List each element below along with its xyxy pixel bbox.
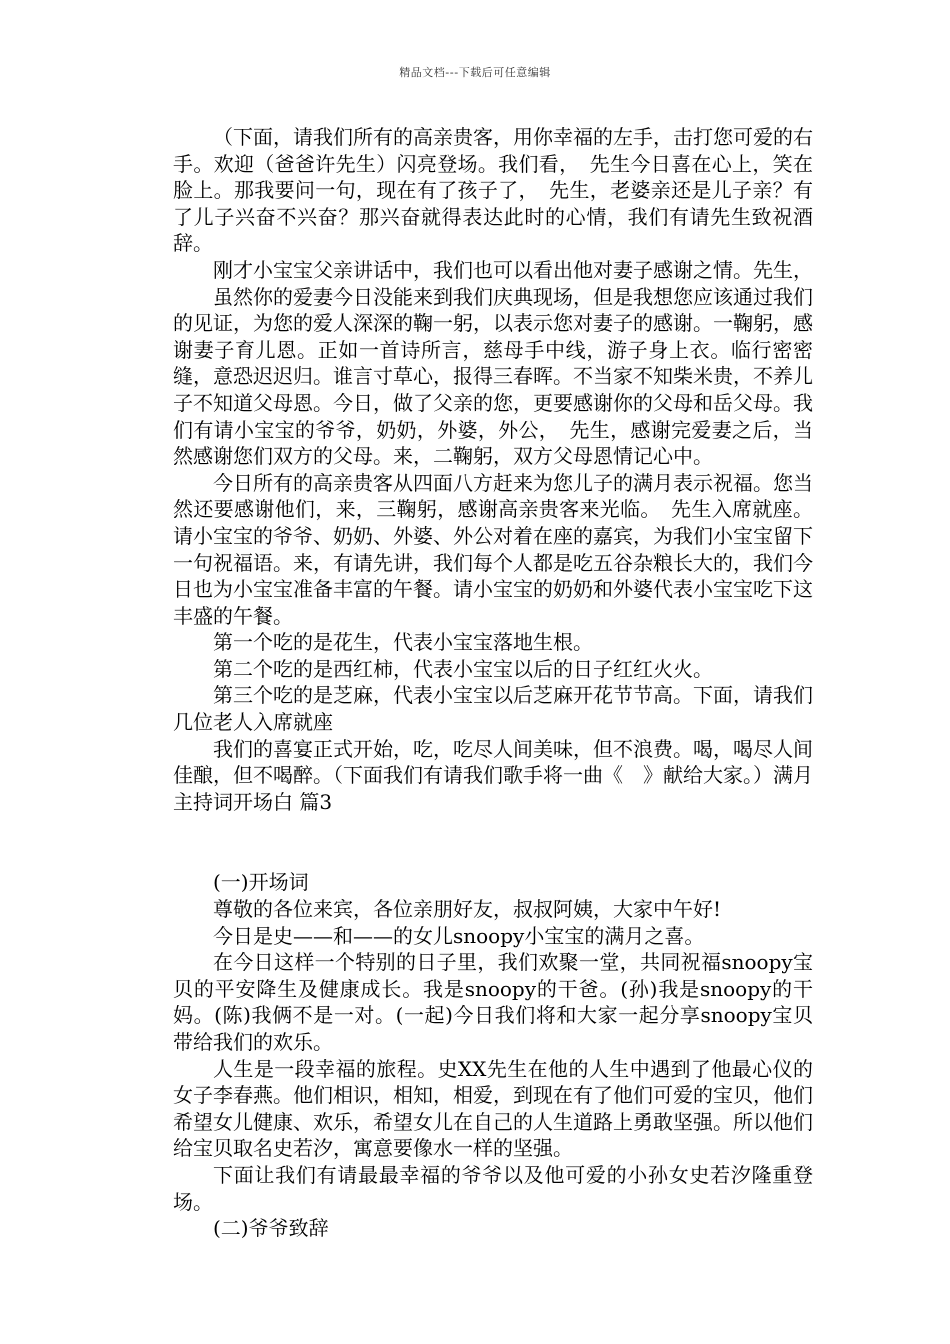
paragraph: 我们的喜宴正式开始，吃，吃尽人间美味，但不浪费。喝，喝尽人间佳酿，但不喝醉。（下面我们有请我们歌手将一曲《 》献给大家。）满月主持词开场白 篇3 — [173, 736, 813, 814]
section-gap — [173, 815, 813, 869]
document-body — [173, 124, 813, 1242]
paragraph: 今日所有的高亲贵客从四面八方赶来为您儿子的满月表示祝福。您当然还要感谢他们，来，三鞠躬，感谢高亲贵客来光临。 先生入席就座。请小宝宝的爷爷、奶奶、外婆、外公对着在座的嘉宾，为我们小宝宝留下一句祝福语。来，有请先讲，我们每个人都是吃五谷杂粮长大的，我们今日也为小宝宝准备丰富的午餐。请小宝宝的奶奶和外婆代表小宝宝吃下这丰盛的午餐。 — [173, 470, 813, 628]
section-heading: (一)开场词 — [213, 870, 309, 895]
paragraph: 刚才小宝宝父亲讲话中，我们也可以看出他对妻子感谢之情。先生， — [213, 257, 813, 282]
paragraph: 下面让我们有请最最幸福的爷爷以及他可爱的小孙女史若汐隆重登场。 — [173, 1162, 813, 1214]
paragraph: 在今日这样一个特别的日子里，我们欢聚一堂，共同祝福snoopy宝贝的平安降生及健康成长。我是snoopy的干爸。(孙)我是snoopy的干妈。(陈)我俩不是一对。(一起)今日我们将和大家一起分享snoopy宝贝带给我们的欢乐。 — [173, 950, 813, 1054]
page-header: 精品文档---下载后可任意编辑 — [399, 66, 551, 79]
paragraph: 第三个吃的是芝麻，代表小宝宝以后芝麻开花节节高。下面，请我们几位老人入席就座 — [173, 683, 813, 735]
paragraph: 虽然你的爱妻今日没能来到我们庆典现场，但是我想您应该通过我们的见证，为您的爱人深深的鞠一躬，以表示您对妻子的感谢。一鞠躬，感谢妻子育儿恩。正如一首诗所言，慈母手中线，游子身上衣。临行密密缝，意恐迟迟归。谁言寸草心，报得三春晖。不当家不知柴米贵，不养儿子不知道父母恩。今日，做了父亲的您，更要感谢你的父母和岳父母。我们有请小宝宝的爷爷，奶奶，外婆，外公， 先生，感谢完爱妻之后，当然感谢您们双方的父母。来，二鞠躬，双方父母恩情记心中。 — [173, 284, 813, 469]
paragraph: 尊敬的各位来宾，各位亲朋好友，叔叔阿姨，大家中午好! — [213, 897, 722, 922]
section-heading: (二)爷爷致辞 — [213, 1216, 329, 1241]
paragraph: 今日是史——和——的女儿snoopy小宝宝的满月之喜。 — [213, 923, 705, 948]
paragraph: 第二个吃的是西红柿，代表小宝宝以后的日子红红火火。 — [213, 656, 713, 681]
paragraph: （下面，请我们所有的高亲贵客，用你幸福的左手，击打您可爱的右手。欢迎（爸爸许先生）闪亮登场。我们看， 先生今日喜在心上，笑在脸上。那我要问一句，现在有了孩子了， 先生，老婆亲还是儿子亲？有了儿子兴奋不兴奋？那兴奋就得表达此时的心情，我们有请先生致祝酒辞。 — [173, 125, 813, 256]
paragraph: 人生是一段幸福的旅程。史XX先生在他的人生中遇到了他最心仪的女子李春燕。他们相识，相知，相爱，到现在有了他们可爱的宝贝，他们希望女儿健康、欢乐，希望女儿在自己的人生道路上勇敢坚强。所以他们给宝贝取名史若汐，寓意要像水一样的坚强。 — [173, 1056, 813, 1161]
paragraph: 第一个吃的是花生，代表小宝宝落地生根。 — [213, 630, 593, 655]
